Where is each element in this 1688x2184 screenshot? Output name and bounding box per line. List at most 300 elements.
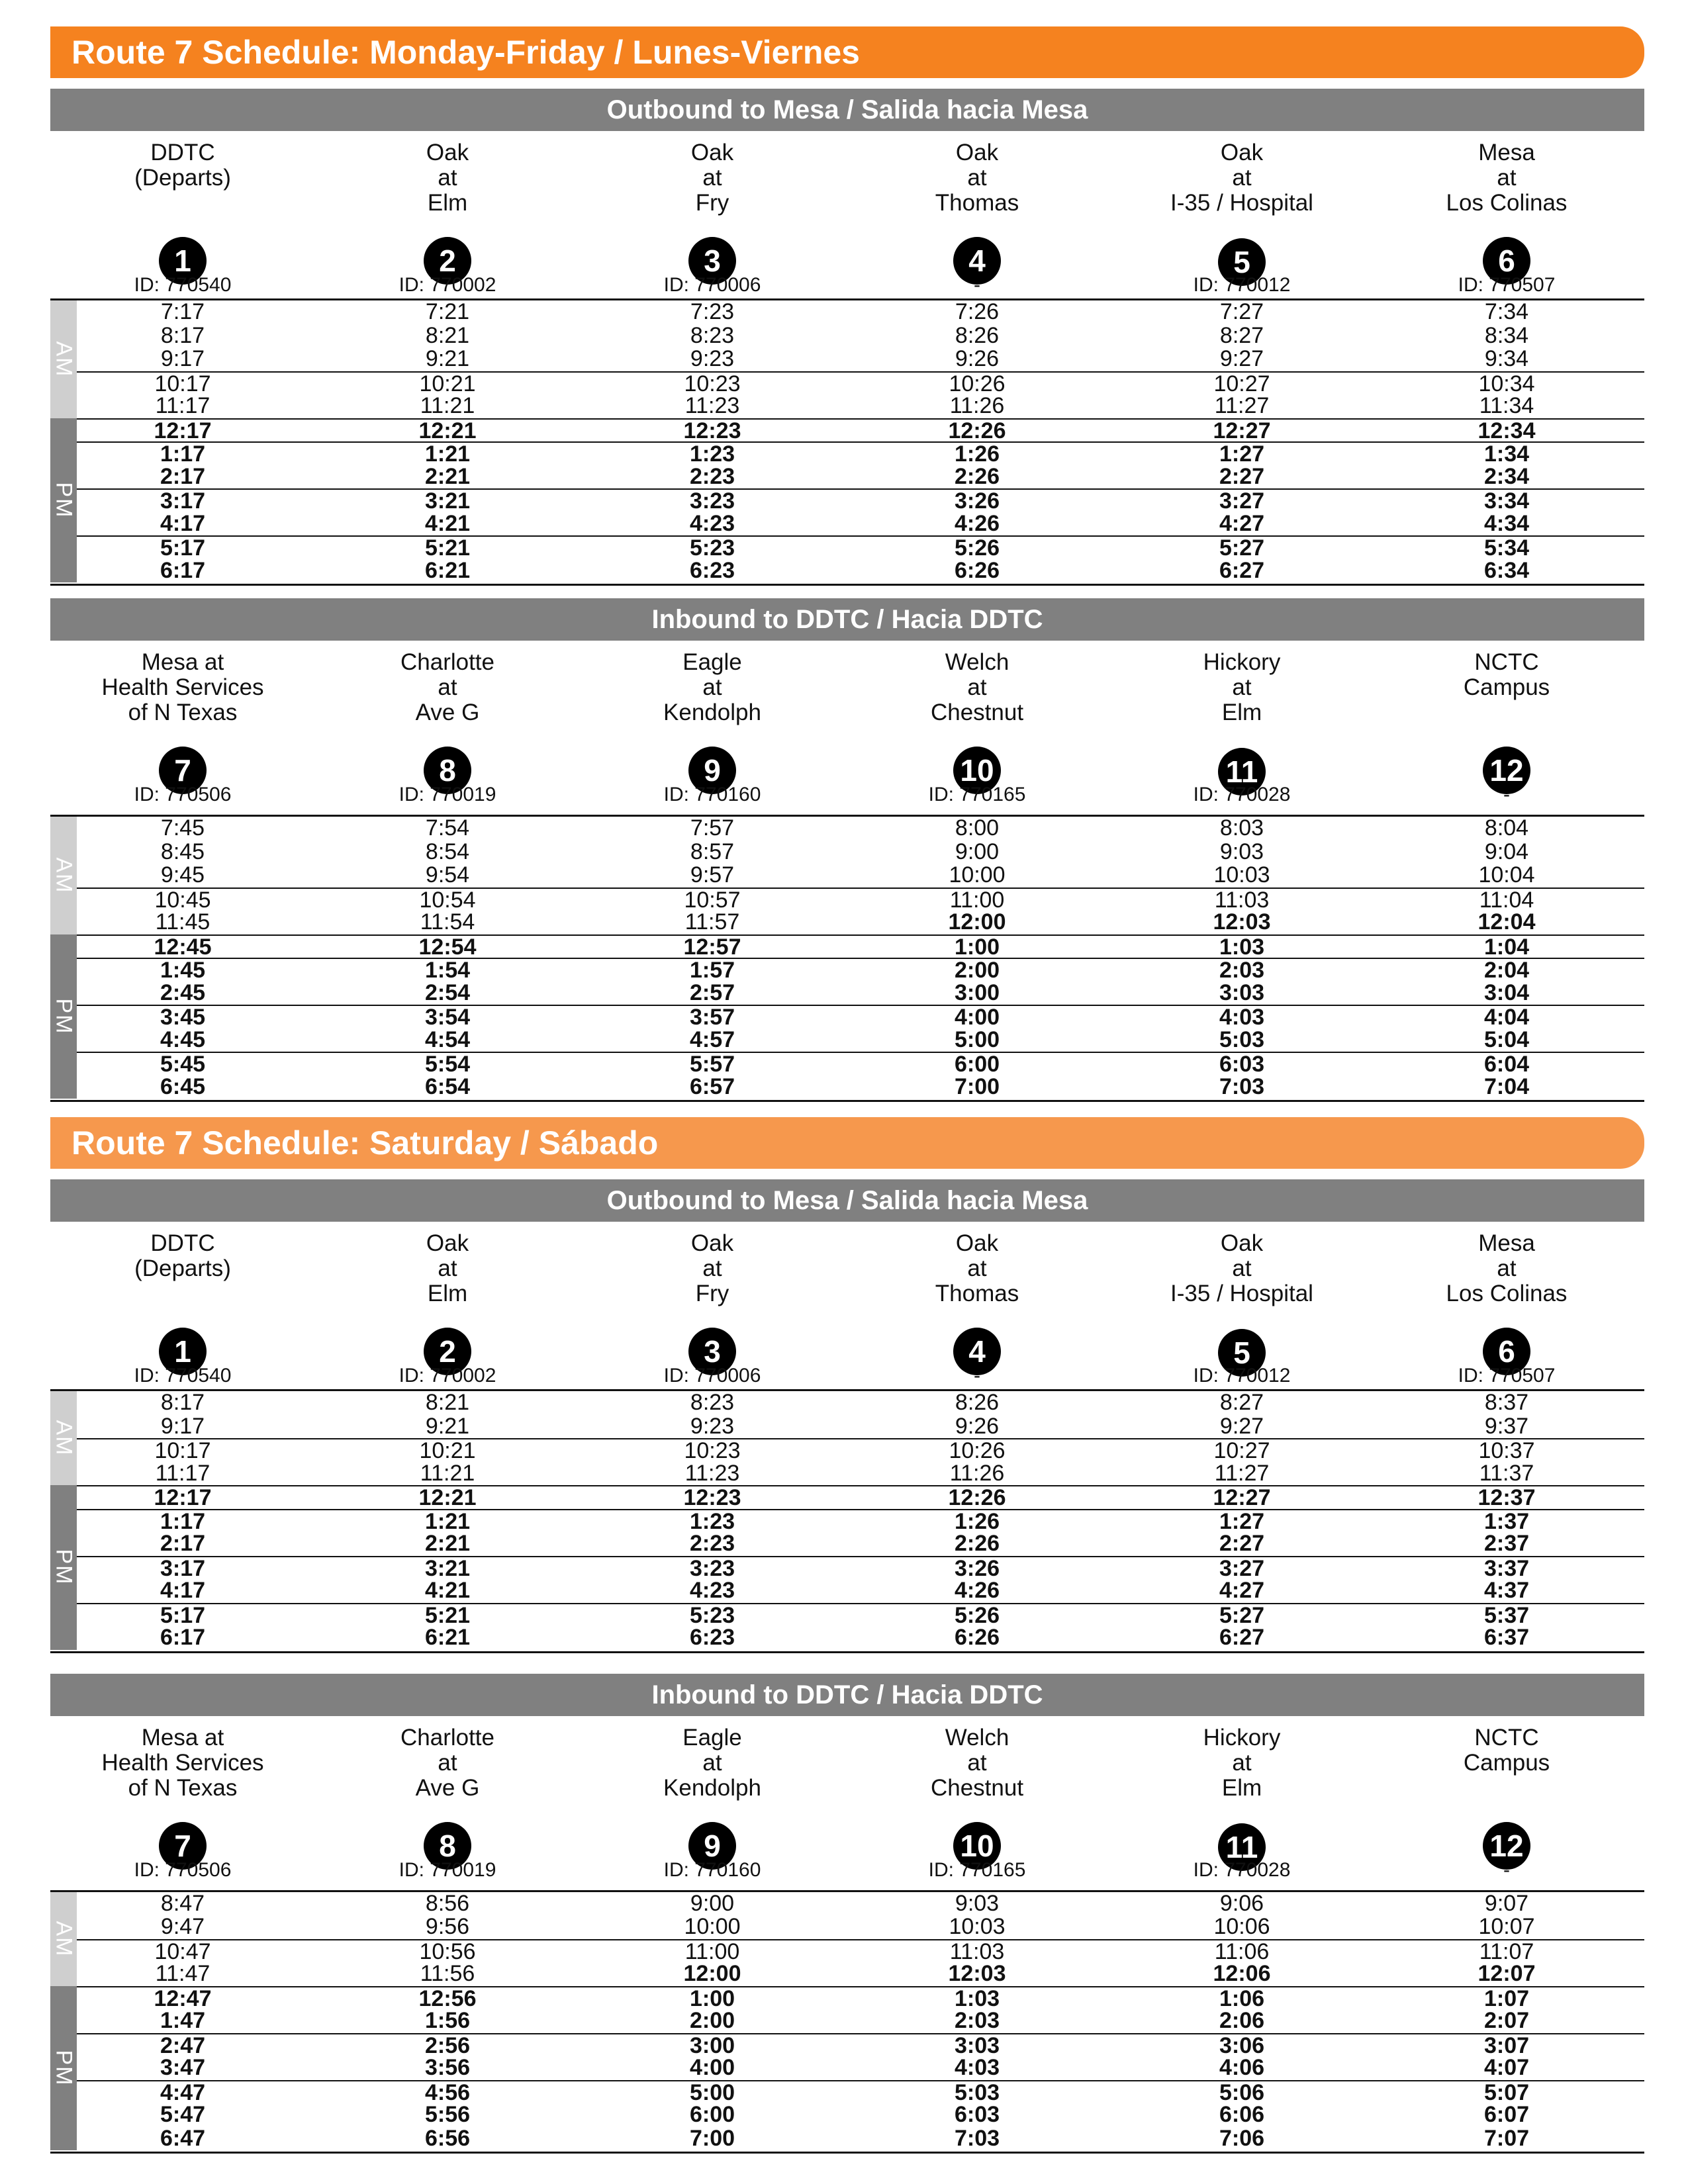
stop-id: ID: 770002 [399, 274, 496, 296]
pm-label: PM [51, 2050, 77, 2087]
am-period-bar [50, 300, 77, 418]
table-row [77, 1052, 1644, 1077]
pm-label: PM [51, 998, 77, 1035]
pm-label: PM [51, 482, 77, 519]
weekday-banner: Route 7 Schedule: Monday-Friday / Lunes-Viernes [50, 26, 1644, 78]
time-cell: 3:26 [954, 488, 1000, 514]
stop-number-badge: 7 [159, 1822, 207, 1870]
time-cell: 9:03 [955, 1890, 1000, 1916]
table-row [77, 817, 1644, 841]
stop-id: ID: 770006 [663, 274, 761, 296]
time-cell: 12:54 [418, 934, 477, 960]
time-cell: 5:21 [424, 535, 471, 561]
time-cell: 10:06 [1213, 1914, 1270, 1939]
table-row [77, 2033, 1644, 2058]
time-cell: 5:17 [160, 1602, 206, 1628]
time-cell: 6:21 [424, 557, 471, 583]
time-cell: 8:34 [1484, 322, 1529, 348]
table-row [77, 1579, 1644, 1603]
weekday-inbound-timetable [50, 817, 1644, 1103]
time-cell: 12:04 [1477, 909, 1536, 934]
weekday-outbound-timetable [50, 300, 1644, 586]
time-cell: 7:54 [425, 815, 470, 841]
stop-id: ID: 770165 [928, 784, 1026, 805]
am-label: AM [51, 1420, 77, 1457]
time-cell: 4:00 [689, 2055, 735, 2080]
time-cell: 8:00 [955, 815, 1000, 841]
time-cell: 7:00 [689, 2125, 735, 2151]
time-cell: 8:23 [690, 322, 735, 348]
stop-number-badge: 12 [1483, 1822, 1530, 1870]
table-row [77, 2009, 1644, 2033]
stop-name: Hickory at Elm [1203, 1724, 1281, 1801]
time-cell: 11:27 [1214, 1460, 1270, 1486]
stop-name: Mesa at Health Services of N Texas [101, 649, 264, 725]
table-row [77, 371, 1644, 396]
table-row [77, 1415, 1644, 1439]
time-cell: 4:21 [424, 1578, 471, 1603]
time-cell: 11:17 [155, 1460, 211, 1486]
time-cell: 8:17 [160, 322, 205, 348]
table-bottom-rule [50, 1100, 1644, 1102]
table-row [77, 1892, 1644, 1916]
time-cell: 2:56 [424, 2032, 471, 2058]
schedule-page [50, 26, 1644, 2154]
time-cell: 7:17 [160, 299, 205, 324]
stop-number-badge: 9 [688, 747, 736, 794]
time-cell: 10:54 [419, 887, 476, 913]
time-cell: 1:54 [424, 958, 471, 983]
time-cell: 10:03 [1213, 862, 1270, 887]
time-cell: 9:47 [160, 1914, 205, 1939]
table-row [77, 347, 1644, 371]
time-cell: 2:21 [424, 463, 471, 489]
stop-number-badge: 4 [953, 237, 1001, 285]
table-row [77, 1005, 1644, 1030]
time-cell: 6:23 [689, 557, 735, 583]
time-cell: 2:57 [689, 979, 735, 1005]
time-cell: 8:27 [1219, 322, 1264, 348]
table-row [77, 394, 1644, 418]
table-row [77, 465, 1644, 489]
stop-id: ID: 770006 [663, 1365, 761, 1387]
time-cell: 10:26 [949, 1438, 1006, 1463]
time-cell: 4:03 [1219, 1005, 1265, 1030]
time-cell: 10:56 [419, 1938, 476, 1964]
time-cell: 12:34 [1477, 418, 1536, 443]
time-cell: 6:54 [424, 1073, 471, 1099]
stop-name: Oak at Elm [426, 140, 469, 216]
weekday-inbound-header: Inbound to DDTC / Hacia DDTC [50, 598, 1644, 641]
stop-number-badge: 9 [688, 1822, 736, 1870]
time-cell: 6:00 [689, 2102, 735, 2127]
time-cell: 2:37 [1483, 1531, 1530, 1556]
stop-number-badge: 11 [1218, 1823, 1266, 1871]
time-cell: 4:34 [1483, 510, 1530, 536]
time-cell: 6:34 [1483, 557, 1530, 583]
am-period-bar [50, 1892, 77, 1986]
table-row [77, 488, 1644, 514]
saturday-inbound-stops [50, 1716, 1644, 1892]
stop-id: ID: 770506 [134, 784, 232, 805]
time-cell: 12:07 [1477, 1961, 1536, 1986]
time-cell: 6:03 [1219, 1052, 1265, 1077]
time-cell: 11:57 [684, 909, 740, 934]
time-cell: 6:57 [689, 1073, 735, 1099]
stop-name: Welch at Chestnut [930, 649, 1024, 725]
stop-id: ID: 770507 [1458, 274, 1556, 296]
time-cell: 6:27 [1219, 1625, 1265, 1650]
table-bottom-rule [50, 584, 1644, 586]
stop-id: ID: 770002 [399, 1365, 496, 1387]
time-cell: 9:21 [425, 1413, 470, 1439]
time-cell: 8:26 [955, 322, 1000, 348]
pm-label: PM [51, 1549, 77, 1586]
time-cell: 10:23 [684, 1438, 741, 1463]
time-cell: 9:37 [1484, 1413, 1529, 1439]
stop-name: Oak at Fry [690, 140, 734, 216]
time-cell: 9:17 [160, 346, 205, 371]
time-cell: 6:26 [954, 557, 1000, 583]
time-cell: 12:00 [683, 1961, 741, 1986]
time-cell: 4:04 [1483, 1005, 1530, 1030]
time-cell: 2:03 [954, 2008, 1000, 2033]
time-cell: 8:56 [425, 1890, 470, 1916]
time-cell: 5:00 [689, 2079, 735, 2105]
time-cell: 12:21 [418, 1485, 477, 1510]
time-cell: 5:57 [689, 1052, 735, 1077]
time-cell: 2:27 [1219, 1531, 1265, 1556]
stop-name: Oak at Fry [690, 1230, 734, 1306]
time-cell: 9:45 [160, 862, 205, 887]
time-cell: 7:34 [1484, 299, 1529, 324]
stop-id: ID: 770540 [134, 274, 232, 296]
stop-number-badge: 8 [424, 1822, 471, 1870]
time-cell: 6:04 [1483, 1052, 1530, 1077]
time-cell: 2:47 [160, 2032, 206, 2058]
time-cell: 9:34 [1484, 346, 1529, 371]
table-row [77, 1391, 1644, 1415]
time-cell: 12:03 [1213, 909, 1271, 934]
time-cell: 4:23 [689, 510, 735, 536]
time-cell: 3:04 [1483, 979, 1530, 1005]
saturday-banner: Route 7 Schedule: Saturday / Sábado [50, 1117, 1644, 1169]
time-cell: 11:56 [420, 1961, 475, 1986]
table-row [77, 1509, 1644, 1534]
stop-name: Charlotte at Ave G [400, 649, 495, 725]
time-cell: 4:00 [954, 1005, 1000, 1030]
time-cell: 11:23 [684, 1460, 740, 1486]
stop-id: ID: 770506 [134, 1858, 232, 1881]
time-cell: 10:27 [1213, 1438, 1270, 1463]
time-cell: 7:06 [1219, 2125, 1265, 2151]
am-label: AM [51, 341, 77, 378]
stop-number-badge: 5 [1218, 1329, 1266, 1377]
time-cell: 6:21 [424, 1625, 471, 1650]
time-cell: 2:26 [954, 1531, 1000, 1556]
time-cell: 4:07 [1483, 2055, 1530, 2080]
time-cell: 9:56 [425, 1914, 470, 1939]
time-cell: 1:57 [689, 958, 735, 983]
weekday-inbound-stops [50, 641, 1644, 817]
table-row [77, 864, 1644, 887]
time-cell: 3:27 [1219, 1555, 1265, 1581]
stop-id: ID: 770507 [1458, 1365, 1556, 1387]
time-cell: 10:34 [1478, 371, 1535, 396]
time-cell: 8:04 [1484, 815, 1529, 841]
table-row [77, 559, 1644, 583]
stop-number-badge: 5 [1218, 238, 1266, 286]
time-cell: 4:03 [954, 2055, 1000, 2080]
time-cell: 7:27 [1219, 299, 1264, 324]
stop-number-badge: 1 [159, 237, 207, 285]
table-row [77, 934, 1644, 960]
time-cell: 2:07 [1483, 2008, 1530, 2033]
time-cell: 11:54 [420, 909, 475, 934]
time-cell: 10:07 [1478, 1914, 1535, 1939]
time-cell: 2:04 [1483, 958, 1530, 983]
pm-period-bar [50, 1485, 77, 1650]
time-cell: 10:26 [949, 371, 1006, 396]
time-cell: 7:57 [690, 815, 735, 841]
time-cell: 2:26 [954, 463, 1000, 489]
time-cell: 8:57 [690, 839, 735, 864]
stop-name: NCTC Campus [1463, 649, 1550, 700]
time-cell: 3:00 [689, 2032, 735, 2058]
time-cell: 7:45 [160, 815, 205, 841]
time-cell: 12:23 [683, 1485, 741, 1510]
time-cell: 3:03 [1219, 979, 1265, 1005]
time-cell: 3:00 [954, 979, 1000, 1005]
table-row [77, 1438, 1644, 1463]
time-cell: 7:04 [1483, 1073, 1530, 1099]
time-cell: 12:56 [418, 1985, 477, 2011]
time-cell: 2:45 [160, 979, 206, 1005]
stop-id: ID: 770012 [1193, 1365, 1291, 1387]
time-cell: 12:03 [948, 1961, 1006, 1986]
time-cell: 3:17 [160, 488, 206, 514]
time-cell: 6:45 [160, 1073, 206, 1099]
time-cell: 5:23 [689, 535, 735, 561]
stop-name: Hickory at Elm [1203, 649, 1281, 725]
time-cell: 12:45 [154, 934, 212, 960]
time-cell: 2:27 [1219, 463, 1265, 489]
time-cell: 3:07 [1483, 2032, 1530, 2058]
table-row [77, 441, 1644, 467]
time-cell: 4:21 [424, 510, 471, 536]
time-cell: 9:04 [1484, 839, 1529, 864]
time-cell: 2:21 [424, 1531, 471, 1556]
time-cell: 7:23 [690, 299, 735, 324]
time-cell: 7:00 [954, 1073, 1000, 1099]
time-cell: 4:27 [1219, 1578, 1265, 1603]
time-cell: 3:37 [1483, 1555, 1530, 1581]
time-cell: 1:00 [689, 1985, 735, 2011]
time-cell: 8:47 [160, 1890, 205, 1916]
stop-name: Oak at Thomas [935, 1230, 1019, 1306]
stop-id: ID: 770540 [134, 1365, 232, 1387]
time-cell: 6:27 [1219, 557, 1265, 583]
stop-id: - [1503, 1858, 1510, 1881]
stop-name: Oak at Thomas [935, 140, 1019, 216]
time-cell: 1:37 [1483, 1508, 1530, 1534]
time-cell: 12:57 [683, 934, 741, 960]
time-cell: 4:56 [424, 2079, 471, 2105]
time-cell: 12:26 [948, 418, 1006, 443]
time-cell: 1:17 [160, 441, 206, 467]
time-cell: 2:06 [1219, 2008, 1265, 2033]
table-row [77, 1028, 1644, 1052]
time-cell: 6:37 [1483, 1625, 1530, 1650]
time-cell: 5:47 [160, 2102, 206, 2127]
time-cell: 5:03 [954, 2079, 1000, 2105]
stop-name: Welch at Chestnut [930, 1724, 1024, 1801]
time-cell: 10:21 [419, 371, 476, 396]
am-label: AM [51, 857, 77, 894]
time-cell: 8:21 [425, 322, 470, 348]
stop-name: Mesa at Los Colinas [1446, 1230, 1568, 1306]
table-row [77, 1462, 1644, 1486]
stop-id: ID: 770160 [663, 784, 761, 805]
table-row [77, 1962, 1644, 1986]
time-cell: 11:00 [684, 1938, 740, 1964]
time-cell: 6:17 [160, 1625, 206, 1650]
time-cell: 6:56 [424, 2125, 471, 2151]
time-cell: 12:17 [154, 418, 212, 443]
time-cell: 1:23 [689, 1508, 735, 1534]
stop-id: - [974, 1365, 980, 1387]
table-row [77, 1532, 1644, 1556]
time-cell: 10:04 [1478, 862, 1535, 887]
time-cell: 3:03 [954, 2032, 1000, 2058]
table-row [77, 1939, 1644, 1964]
time-cell: 6:03 [954, 2102, 1000, 2127]
time-cell: 11:37 [1479, 1460, 1534, 1486]
time-cell: 10:00 [684, 1914, 741, 1939]
time-cell: 3:17 [160, 1555, 206, 1581]
time-cell: 1:06 [1219, 1985, 1265, 2011]
time-cell: 9:21 [425, 346, 470, 371]
stop-name: NCTC Campus [1463, 1724, 1550, 1776]
table-bottom-rule [50, 1651, 1644, 1653]
time-cell: 1:26 [954, 441, 1000, 467]
am-label: AM [51, 1921, 77, 1957]
time-cell: 5:56 [424, 2102, 471, 2127]
time-cell: 1:07 [1483, 1985, 1530, 2011]
time-cell: 5:23 [689, 1602, 735, 1628]
time-cell: 11:03 [949, 1938, 1005, 1964]
table-row [77, 2103, 1644, 2127]
time-cell: 11:45 [155, 909, 211, 934]
time-cell: 12:26 [948, 1485, 1006, 1510]
time-cell: 7:07 [1483, 2125, 1530, 2151]
time-cell: 9:03 [1219, 839, 1264, 864]
time-cell: 10:21 [419, 1438, 476, 1463]
time-cell: 2:54 [424, 979, 471, 1005]
time-cell: 1:47 [160, 2008, 206, 2033]
time-cell: 12:17 [154, 1485, 212, 1510]
time-cell: 5:27 [1219, 1602, 1265, 1628]
time-cell: 11:00 [949, 887, 1005, 913]
table-bottom-rule [50, 2152, 1644, 2154]
time-cell: 9:06 [1219, 1890, 1264, 1916]
stop-id: - [1503, 784, 1510, 805]
table-row [77, 1485, 1644, 1510]
time-cell: 12:27 [1213, 1485, 1271, 1510]
table-row [77, 1915, 1644, 1939]
time-cell: 6:17 [160, 557, 206, 583]
time-cell: 4:57 [689, 1026, 735, 1052]
time-cell: 11:17 [155, 393, 211, 418]
time-cell: 6:00 [954, 1052, 1000, 1077]
time-cell: 5:37 [1483, 1602, 1530, 1628]
time-cell: 8:37 [1484, 1390, 1529, 1415]
time-cell: 6:26 [954, 1625, 1000, 1650]
time-cell: 9:26 [955, 1413, 1000, 1439]
table-row [77, 1075, 1644, 1099]
time-cell: 6:47 [160, 2125, 206, 2151]
time-cell: 10:23 [684, 371, 741, 396]
time-cell: 11:03 [1214, 887, 1270, 913]
time-cell: 11:21 [420, 393, 475, 418]
stop-number-badge: 3 [688, 237, 736, 285]
time-cell: 4:47 [160, 2079, 206, 2105]
time-cell: 3:26 [954, 1555, 1000, 1581]
am-period-bar [50, 817, 77, 934]
pm-period-bar [50, 1986, 77, 2151]
time-cell: 1:03 [954, 1985, 1000, 2011]
stop-id: - [974, 274, 980, 296]
time-cell: 9:23 [690, 346, 735, 371]
stop-id: ID: 770028 [1193, 784, 1291, 805]
time-cell: 3:21 [424, 1555, 471, 1581]
time-cell: 3:54 [424, 1005, 471, 1030]
time-cell: 8:17 [160, 1390, 205, 1415]
time-cell: 3:47 [160, 2055, 206, 2080]
time-cell: 5:26 [954, 535, 1000, 561]
table-row [77, 1603, 1644, 1628]
time-cell: 11:27 [1214, 393, 1270, 418]
time-cell: 5:54 [424, 1052, 471, 1077]
time-cell: 5:06 [1219, 2079, 1265, 2105]
time-cell: 9:23 [690, 1413, 735, 1439]
saturday-inbound-timetable [50, 1892, 1644, 2155]
time-cell: 1:26 [954, 1508, 1000, 1534]
time-cell: 3:23 [689, 1555, 735, 1581]
stop-number-badge: 4 [953, 1328, 1001, 1375]
time-cell: 8:45 [160, 839, 205, 864]
time-cell: 10:47 [154, 1938, 211, 1964]
time-cell: 1:03 [1219, 934, 1265, 960]
time-cell: 1:56 [424, 2008, 471, 2033]
time-cell: 3:45 [160, 1005, 206, 1030]
time-cell: 4:54 [424, 1026, 471, 1052]
time-cell: 6:06 [1219, 2102, 1265, 2127]
time-cell: 2:23 [689, 1531, 735, 1556]
time-cell: 4:17 [160, 1578, 206, 1603]
time-cell: 3:27 [1219, 488, 1265, 514]
time-cell: 11:21 [420, 1460, 475, 1486]
table-row [77, 887, 1644, 913]
time-cell: 5:07 [1483, 2079, 1530, 2105]
time-cell: 11:23 [684, 393, 740, 418]
time-cell: 5:03 [1219, 1026, 1265, 1052]
stop-id: ID: 770165 [928, 1858, 1026, 1881]
time-cell: 9:27 [1219, 346, 1264, 371]
time-cell: 8:26 [955, 1390, 1000, 1415]
time-cell: 11:26 [949, 393, 1005, 418]
time-cell: 1:27 [1219, 441, 1265, 467]
